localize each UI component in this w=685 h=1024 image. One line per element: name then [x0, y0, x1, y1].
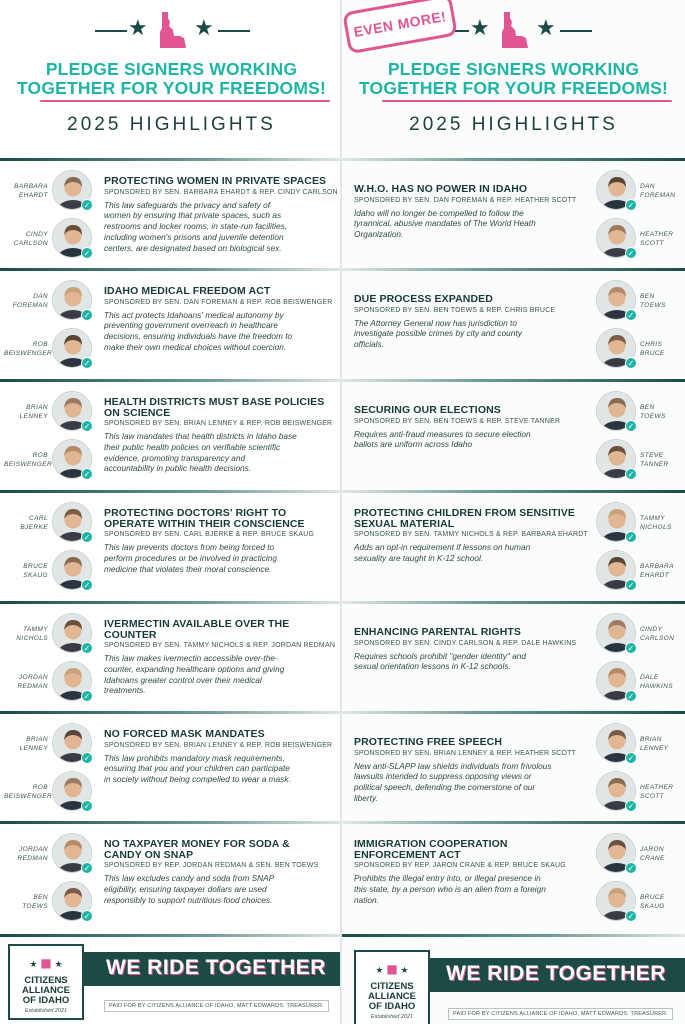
sponsor-last-name: NICHOLS: [16, 635, 48, 642]
check-badge-icon: ✓: [625, 642, 637, 654]
check-badge-icon: ✓: [625, 531, 637, 543]
check-badge-icon: ✓: [625, 247, 637, 259]
divider-line: [560, 30, 592, 32]
item-title: [354, 508, 590, 529]
highlight-item: [342, 270, 685, 380]
logo-stars: [10, 956, 82, 970]
logo-line: CITIZENS: [370, 981, 414, 992]
sponsor-last-name: FOREMAN: [12, 302, 48, 309]
item-sponsors: SPONSORED BY SEN. DAN FOREMAN & REP. HEATHER SCOTT: [354, 196, 577, 204]
sponsor-last-name: SKAUG: [23, 572, 48, 579]
stars-row: [0, 12, 343, 48]
highlight-item: [342, 823, 685, 933]
sponsor-name: [640, 230, 684, 248]
item-description-line: This law prevents doctors from being forced to: [104, 542, 275, 552]
item-description-line: Adds an opt-in requirement if lessons on human: [354, 542, 531, 552]
item-description-line: This act protects Idahoans' medical autonomy by: [104, 309, 284, 320]
sponsor-last-name: HAWKINS: [640, 683, 674, 690]
sponsor-first-name: DALE: [640, 674, 659, 681]
item-description-line: accountability in public health decisions.: [104, 463, 252, 474]
item-description-line: This law prohibits mandatory mask requirements,: [104, 752, 285, 763]
sponsor-name: [4, 182, 48, 200]
headline-line-1: PLEDGE SIGNERS WORKING: [45, 59, 298, 79]
star-icon: ★: [470, 16, 490, 41]
sponsor-name: [4, 783, 53, 801]
sponsor-first-name: DAN: [640, 183, 655, 190]
sponsor-first-name: BEN: [33, 894, 48, 901]
divider-line: [95, 30, 127, 32]
logo-line: OF IDAHO: [368, 1001, 416, 1012]
sponsor-first-name: BEN: [640, 404, 655, 411]
logo-established: Established 2021: [370, 1014, 414, 1020]
item-title-line: CANDY ON SNAP: [104, 848, 194, 861]
check-badge-icon: ✓: [625, 468, 637, 480]
sponsor-first-name: JORDAN: [18, 846, 48, 853]
sponsor-name: [640, 562, 684, 580]
check-badge-icon: ✓: [81, 800, 93, 812]
footer: [0, 938, 343, 1024]
item-title-line: COUNTER: [104, 628, 157, 641]
check-badge-icon: ✓: [625, 199, 637, 211]
item-description: [354, 873, 590, 905]
check-badge-icon: ✓: [625, 420, 637, 432]
item-description-line: centers, are designated based on biological sex.: [104, 242, 282, 253]
sponsor-last-name: CARLSON: [640, 635, 675, 642]
sponsor-last-name: LENNEY: [19, 413, 48, 420]
star-icon: ★: [51, 960, 63, 970]
headline-underline: [382, 100, 672, 102]
star-icon: ★: [397, 966, 409, 976]
check-badge-icon: ✓: [81, 468, 93, 480]
item-description-line: Requires schools prohibit "gender identity" and: [354, 650, 526, 661]
section-divider: [342, 934, 685, 937]
highlight-item: [0, 823, 343, 933]
headline: [0, 60, 343, 98]
logo-line: ALLIANCE: [21, 985, 71, 996]
item-description-line: tyrannical, abusive mandates of The World Heath: [354, 218, 536, 229]
sponsor-first-name: HEATHER: [640, 231, 674, 238]
logo-wordmark: [10, 976, 82, 1006]
item-description-line: This law safeguards the privacy and safety of: [104, 199, 271, 210]
headline: [342, 60, 685, 98]
sponsor-last-name: CRANE: [640, 855, 665, 862]
sponsor-first-name: CHRIS: [640, 341, 663, 348]
highlight-item: [0, 270, 343, 380]
sponsor-last-name: BEISWENGER: [4, 350, 53, 357]
check-badge-icon: ✓: [81, 309, 93, 321]
logo-line: CITIZENS: [24, 975, 68, 986]
sponsor-first-name: ROB: [32, 341, 48, 348]
highlight-item: [0, 603, 343, 713]
idaho-state-icon: [500, 12, 530, 48]
item-description-line: officials.: [354, 339, 384, 350]
sponsor-name: [4, 340, 53, 358]
highlight-item: [0, 381, 343, 491]
sponsor-last-name: FOREMAN: [640, 192, 676, 199]
star-icon: ★: [536, 16, 556, 41]
sponsor-last-name: TANNER: [640, 461, 669, 468]
sponsor-name: [4, 845, 48, 863]
item-description-line: Prohibits the illegal entry into, or illegal presence in: [354, 873, 541, 883]
item-description-line: Organization.: [354, 229, 404, 240]
item-description: [104, 753, 338, 785]
item-title-line: ON SCIENCE: [104, 406, 171, 419]
paid-for-disclaimer: PAID FOR BY CITIZENS ALLIANCE OF IDAHO, MATT EDWARDS, TREASURER.: [104, 1000, 329, 1012]
sponsor-last-name: LENNEY: [19, 745, 48, 752]
idaho-state-icon: [158, 12, 188, 48]
check-badge-icon: ✓: [81, 690, 93, 702]
highlight-item: [342, 381, 685, 491]
sponsor-last-name: REDMAN: [17, 683, 48, 690]
item-description-line: liberty.: [354, 792, 378, 803]
item-description-line: political speech, defending the cornerstone of our: [354, 782, 536, 793]
item-description-line: make their own medical choices without coercion.: [104, 341, 287, 352]
item-description-line: responsibly to support nutritious food choices.: [104, 894, 273, 905]
sponsor-name: [4, 403, 48, 421]
sponsor-first-name: STEVE: [640, 452, 664, 459]
sponsor-first-name: BRIAN: [26, 404, 48, 411]
item-description: [104, 542, 338, 574]
item-description-line: investigate possible crimes by city and county: [354, 328, 522, 339]
logo-line: ALLIANCE: [367, 991, 417, 1002]
item-title-line: PROTECTING DOCTORS' RIGHT TO: [104, 507, 287, 519]
sponsor-first-name: BARBARA: [14, 183, 48, 190]
highlight-item: [0, 160, 343, 270]
item-description-line: perform procedures or be involved in practicing: [104, 552, 277, 563]
sponsor-name: [4, 735, 48, 753]
item-title-line: W.H.O. HAS NO POWER IN IDAHO: [354, 183, 528, 195]
sponsor-last-name: EHARDT: [18, 192, 48, 199]
item-title-line: IVERMECTIN AVAILABLE OVER THE: [104, 618, 290, 630]
sponsor-first-name: JARON: [640, 846, 665, 853]
item-description-line: This law makes ivermectin accessible over-the-: [104, 653, 278, 663]
check-badge-icon: ✓: [81, 199, 93, 211]
item-description-line: treatments.: [104, 685, 146, 696]
logo-wordmark: [356, 982, 428, 1012]
item-description: [104, 653, 338, 696]
header: [0, 0, 343, 160]
item-sponsors: SPONSORED BY SEN. BEN TOEWS & REP. STEVE TANNER: [354, 417, 561, 425]
citizens-alliance-logo: [8, 944, 84, 1020]
check-badge-icon: ✓: [81, 247, 93, 259]
check-badge-icon: ✓: [81, 752, 93, 764]
item-description-line: ensuring that you and your children can participate: [104, 763, 290, 774]
citizens-alliance-logo: [354, 950, 430, 1024]
sponsor-last-name: SCOTT: [640, 240, 665, 247]
sponsor-last-name: TOEWS: [640, 413, 666, 420]
item-description-line: in society without being compelled to wear a mask.: [104, 774, 291, 785]
idaho-state-icon: ■: [386, 962, 398, 976]
item-description-line: New anti-SLAPP law shields individuals from frivolous: [354, 760, 552, 771]
slogan: WE RIDE TOGETHER: [106, 956, 326, 979]
sponsor-first-name: BRIAN: [26, 736, 48, 743]
item-sponsors: SPONSORED BY SEN. TAMMY NICHOLS & REP. BARBARA EHARDT: [354, 531, 589, 538]
sponsor-last-name: BEISWENGER: [4, 793, 53, 800]
sponsor-last-name: BEISWENGER: [4, 461, 53, 468]
item-title: [354, 184, 590, 195]
check-badge-icon: ✓: [81, 531, 93, 543]
sponsor-last-name: EHARDT: [640, 572, 670, 579]
subtitle: 2025 HIGHLIGHTS: [67, 114, 276, 135]
sponsor-name: [4, 893, 48, 911]
item-description-line: ballots are uniform across Idaho: [354, 439, 473, 450]
headline-underline: [40, 100, 330, 102]
item-title-line: IMMIGRATION COOPERATION: [354, 838, 508, 850]
check-badge-icon: ✓: [81, 357, 93, 369]
item-title: [354, 294, 590, 305]
sponsor-last-name: LENNEY: [640, 745, 669, 752]
item-title: [104, 397, 338, 418]
item-sponsors: SPONSORED BY SEN. BEN TOEWS & REP. CHRIS BRUCE: [354, 306, 556, 314]
sponsor-first-name: BRUCE: [23, 563, 48, 570]
section-divider: [0, 934, 343, 937]
check-badge-icon: ✓: [81, 579, 93, 591]
check-badge-icon: ✓: [81, 642, 93, 654]
item-title: [104, 729, 338, 740]
item-title-line: NO TAXPAYER MONEY FOR SODA &: [104, 838, 290, 850]
check-badge-icon: ✓: [625, 752, 637, 764]
logo-line: OF IDAHO: [22, 995, 70, 1006]
item-sponsors: SPONSORED BY SEN. CARL BJERKE & REP. BRUCE SKAUG: [104, 531, 315, 538]
item-description-line: evidence, promoting transparency and: [104, 452, 246, 463]
item-description: [354, 542, 590, 564]
sponsor-name: [4, 625, 48, 643]
subtitle: 2025 HIGHLIGHTS: [409, 114, 618, 135]
item-sponsors: SPONSORED BY SEN. BRIAN LENNEY & REP. ROB BEISWENGER: [104, 741, 333, 749]
item-description-line: women by ensuring that private spaces, such as: [104, 210, 282, 221]
item-description: [104, 200, 338, 254]
item-description: [104, 431, 338, 474]
item-description-line: Idaho will no longer be compelled to follow the: [354, 207, 524, 218]
item-description-line: The Attorney General now has jurisdiction to: [354, 317, 517, 328]
slogan: WE RIDE TOGETHER: [446, 962, 666, 985]
sponsor-first-name: BRUCE: [640, 894, 665, 901]
item-title-line: SECURING OUR ELECTIONS: [354, 404, 501, 416]
sponsor-last-name: REDMAN: [17, 855, 48, 862]
sponsor-first-name: TAMMY: [640, 515, 665, 522]
logo-established: Established 2021: [24, 1008, 68, 1014]
sponsor-name: [640, 893, 684, 911]
item-description: [354, 761, 590, 804]
highlight-item: [342, 492, 685, 602]
item-title-line: DUE PROCESS EXPANDED: [354, 293, 493, 305]
sponsor-first-name: BEN: [640, 293, 655, 300]
sponsor-name: [640, 625, 684, 643]
sponsor-first-name: HEATHER: [640, 784, 674, 791]
item-description: [104, 873, 338, 905]
item-title: [104, 176, 338, 187]
item-title: [104, 508, 338, 529]
item-description-line: lawsuits intended to suppress opposing views or: [354, 771, 532, 782]
item-description-line: sexuality are taught in K-12 school.: [354, 552, 484, 563]
headline-line-2: TOGETHER FOR YOUR FREEDOMS!: [358, 78, 669, 98]
sponsor-name: [640, 735, 684, 753]
sponsor-name: [4, 230, 48, 248]
item-description-line: Idahoans greater control over their medical: [104, 674, 262, 685]
item-description-line: decisions, ensuring individuals have the freedom to: [104, 331, 293, 342]
item-description-line: This law mandates that health districts in Idaho base: [104, 431, 297, 441]
sponsor-name: [4, 514, 48, 532]
item-title: [104, 619, 338, 640]
highlight-item: [342, 160, 685, 270]
check-badge-icon: ✓: [625, 800, 637, 812]
item-title: [354, 839, 590, 860]
check-badge-icon: ✓: [625, 309, 637, 321]
item-title: [354, 405, 590, 416]
item-description-line: this state, by a person who is an alien from a foreign: [354, 883, 546, 894]
item-sponsors: SPONSORED BY SEN. BARBARA EHARDT & REP. CINDY CARLSON: [104, 188, 338, 196]
check-badge-icon: ✓: [81, 862, 93, 874]
item-title-line: ENHANCING PARENTAL RIGHTS: [354, 626, 522, 638]
logo-stars: [356, 962, 428, 976]
item-sponsors: SPONSORED BY REP. JARON CRANE & REP. BRUCE SKAUG: [354, 862, 566, 869]
sponsor-first-name: JORDAN: [18, 674, 48, 681]
item-description-line: their public health policies on verifiable scientific: [104, 441, 281, 452]
sponsor-first-name: CINDY: [25, 231, 48, 238]
item-title-line: ENFORCEMENT ACT: [354, 848, 461, 861]
item-description-line: restrooms and locker rooms, in state-run facilities,: [104, 221, 288, 232]
highlight-item: [342, 603, 685, 713]
item-sponsors: SPONSORED BY SEN. CINDY CARLSON & REP. DALE HAWKINS: [354, 639, 577, 647]
sponsor-name: [640, 673, 684, 691]
sponsor-last-name: CARLSON: [13, 240, 48, 247]
check-badge-icon: ✓: [625, 357, 637, 369]
paid-for-disclaimer: PAID FOR BY CITIZENS ALLIANCE OF IDAHO, MATT EDWARDS, TREASURER.: [448, 1008, 673, 1020]
sponsor-first-name: TAMMY: [23, 626, 48, 633]
sponsor-name: [640, 340, 684, 358]
even-more-stamp: EVEN MORE!: [342, 0, 458, 54]
sponsor-name: [4, 673, 48, 691]
star-icon: ★: [128, 16, 148, 41]
footer: [342, 938, 685, 1024]
item-title-line: OPERATE WITHIN THEIR CONSCIENCE: [104, 517, 305, 530]
sponsor-name: [640, 845, 684, 863]
sponsor-last-name: BJERKE: [20, 524, 48, 531]
highlight-item: [0, 713, 343, 823]
item-title: [354, 627, 590, 638]
item-title-line: NO FORCED MASK MANDATES: [104, 728, 265, 740]
item-sponsors: SPONSORED BY SEN. DAN FOREMAN & REP. ROB BEISWENGER: [104, 298, 333, 306]
headline-line-2: TOGETHER FOR YOUR FREEDOMS!: [16, 78, 327, 98]
item-title-line: PROTECTING CHILDREN FROM SENSITIVE: [354, 507, 575, 519]
sponsor-name: [640, 182, 684, 200]
item-title-line: HEALTH DISTRICTS MUST BASE POLICIES: [104, 396, 325, 408]
item-sponsors: SPONSORED BY REP. JORDAN REDMAN & SEN. BEN TOEWS: [104, 862, 319, 869]
item-sponsors: SPONSORED BY SEN. BRIAN LENNEY & REP. ROB BEISWENGER: [104, 420, 333, 427]
sponsor-first-name: CARL: [29, 515, 48, 522]
item-description-line: eligibility, ensuring taxpayer dollars are used: [104, 883, 267, 894]
item-sponsors: SPONSORED BY SEN. BRIAN LENNEY & REP. HEATHER SCOTT: [354, 749, 577, 757]
item-description-line: sexual orientation lessons in K-12 schools.: [354, 661, 511, 672]
item-description: [354, 651, 590, 673]
sponsor-first-name: CINDY: [640, 626, 663, 633]
item-title-line: PROTECTING WOMEN IN PRIVATE SPACES: [104, 175, 327, 187]
sponsor-first-name: DAN: [33, 293, 48, 300]
check-badge-icon: ✓: [81, 910, 93, 922]
idaho-state-icon: ■: [40, 956, 52, 970]
item-title-line: PROTECTING FREE SPEECH: [354, 736, 503, 748]
item-description-line: including women's prisons and juvenile detention: [104, 231, 284, 242]
item-title: [104, 286, 338, 297]
headline-line-1: PLEDGE SIGNERS WORKING: [387, 59, 640, 79]
sponsor-last-name: SCOTT: [640, 793, 665, 800]
sponsor-name: [640, 514, 684, 532]
sponsor-last-name: NICHOLS: [640, 524, 672, 531]
star-icon: ★: [29, 960, 41, 970]
item-description-line: counter, expanding healthcare options and giving: [104, 663, 285, 674]
item-description-line: This law excludes candy and soda from SNAP: [104, 873, 275, 883]
check-badge-icon: ✓: [625, 862, 637, 874]
check-badge-icon: ✓: [625, 579, 637, 591]
sponsor-name: [4, 451, 53, 469]
sponsor-last-name: TOEWS: [640, 302, 666, 309]
item-title-line: SEXUAL MATERIAL: [354, 517, 455, 530]
item-title-line: IDAHO MEDICAL FREEDOM ACT: [104, 285, 271, 297]
sponsor-name: [4, 292, 48, 310]
sponsor-name: [640, 783, 684, 801]
sponsor-first-name: ROB: [32, 452, 48, 459]
sponsor-last-name: BRUCE: [640, 350, 665, 357]
item-sponsors: SPONSORED BY SEN. TAMMY NICHOLS & REP. JORDAN REDMAN: [104, 642, 336, 649]
check-badge-icon: ✓: [625, 910, 637, 922]
highlight-item: [342, 713, 685, 823]
divider-line: [218, 30, 250, 32]
star-icon: ★: [194, 16, 214, 41]
item-description: [354, 208, 590, 240]
item-description-line: medicine that violates their moral conscience.: [104, 563, 272, 574]
sponsor-first-name: ROB: [32, 784, 48, 791]
sponsor-first-name: BARBARA: [640, 563, 674, 570]
item-description-line: preventing government overreach in healthcare: [104, 320, 278, 331]
highlight-item: [0, 492, 343, 602]
item-description-line: Requires anti-fraud measures to secure election: [354, 428, 531, 439]
item-title: [354, 737, 590, 748]
check-badge-icon: ✓: [625, 690, 637, 702]
item-description-line: nation.: [354, 894, 379, 905]
sponsor-name: [640, 292, 684, 310]
right-panel: [342, 0, 685, 1024]
sponsor-name: [640, 403, 684, 421]
check-badge-icon: ✓: [81, 420, 93, 432]
sponsor-name: [4, 562, 48, 580]
item-description: [104, 310, 338, 353]
item-description: [354, 429, 590, 451]
star-icon: ★: [375, 966, 387, 976]
sponsor-last-name: TOEWS: [22, 903, 48, 910]
item-description: [354, 318, 590, 350]
sponsor-name: [640, 451, 684, 469]
item-title: [104, 839, 338, 860]
sponsor-first-name: BRIAN: [640, 736, 662, 743]
sponsor-last-name: SKAUG: [640, 903, 665, 910]
